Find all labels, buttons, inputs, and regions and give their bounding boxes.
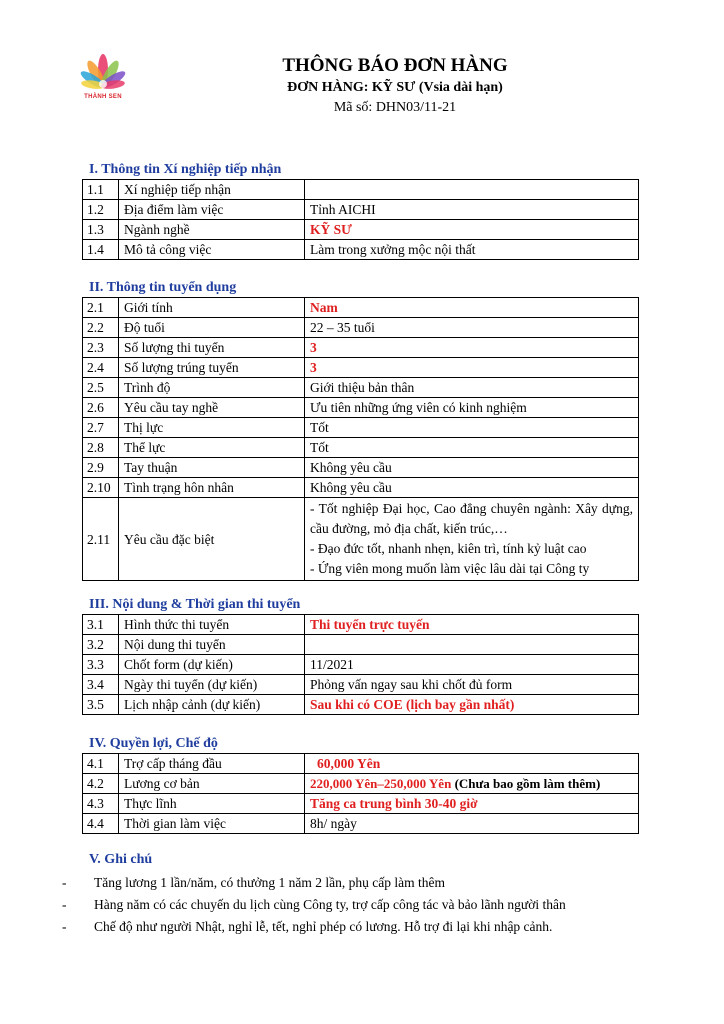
salary-range: 220,000 Yên–250,000 Yên	[310, 776, 452, 791]
logo-text: THÀNH SEN	[84, 94, 122, 100]
note-text: Tăng lương 1 lần/năm, có thưởng 1 năm 2 lần, phụ cấp làm thêm	[94, 875, 445, 890]
row-value: Phỏng vấn ngay sau khi chốt đủ form	[305, 675, 639, 695]
company-logo	[70, 52, 136, 110]
order-subtitle: ĐƠN HÀNG: KỸ SƯ (Vsia dài hạn)	[287, 80, 503, 95]
row-number: 1.1	[83, 180, 119, 200]
lotus-icon	[70, 52, 136, 96]
row-number: 1.2	[83, 200, 119, 220]
row-number: 1.4	[83, 240, 119, 260]
row-number: 3.3	[83, 655, 119, 675]
row-label: Lịch nhập cảnh (dự kiến)	[119, 695, 305, 715]
row-label: Ngày thi tuyển (dự kiến)	[119, 675, 305, 695]
section-3-title: III. Nội dung & Thời gian thi tuyển	[89, 597, 301, 612]
document-header	[250, 54, 540, 118]
row-number: 2.2	[83, 318, 119, 338]
row-value: Thi tuyển trực tuyến	[305, 615, 639, 635]
row-label: Hình thức thi tuyển	[119, 615, 305, 635]
row-value: 3	[305, 358, 639, 378]
table-row	[83, 398, 639, 418]
table-row	[83, 298, 639, 318]
table-row	[83, 635, 639, 655]
row-label: Thực lĩnh	[119, 794, 305, 814]
table-row	[83, 378, 639, 398]
row-label: Số lượng trúng tuyển	[119, 358, 305, 378]
table-row	[83, 358, 639, 378]
row-value: Ưu tiên những ứng viên có kinh nghiệm	[305, 398, 639, 418]
section-4-table	[82, 753, 639, 834]
row-label: Số lượng thi tuyển	[119, 338, 305, 358]
row-label: Nội dung thi tuyển	[119, 635, 305, 655]
table-row	[83, 240, 639, 260]
page-title: THÔNG BÁO ĐƠN HÀNG	[282, 55, 508, 76]
row-label: Trình độ	[119, 378, 305, 398]
table-row	[83, 478, 639, 498]
table-row	[83, 794, 639, 814]
row-number: 4.1	[83, 754, 119, 774]
notes-list	[62, 872, 662, 938]
row-value: Tỉnh AICHI	[305, 200, 639, 220]
row-label: Tình trạng hôn nhân	[119, 478, 305, 498]
row-label: Lương cơ bản	[119, 774, 305, 794]
row-number: 3.5	[83, 695, 119, 715]
row-label: Địa điểm làm việc	[119, 200, 305, 220]
row-value: 3	[305, 338, 639, 358]
table-row	[83, 675, 639, 695]
row-label: Thời gian làm việc	[119, 814, 305, 834]
list-item: - Chế độ như người Nhật, nghỉ lễ, tết, nghỉ phép có lương. Hỗ trợ đi lại khi nhập cảnh.	[62, 919, 553, 934]
row-label: Giới tính	[119, 298, 305, 318]
row-number: 4.3	[83, 794, 119, 814]
order-code: Mã số: DHN03/11-21	[333, 100, 457, 115]
row-number: 1.3	[83, 220, 119, 240]
row-label: Ngành nghề	[119, 220, 305, 240]
section-2-title: II. Thông tin tuyển dụng	[89, 280, 237, 295]
row-value: Tăng ca trung bình 30-40 giờ	[305, 794, 639, 814]
row-value: 11/2021	[305, 655, 639, 675]
row-value: Tốt	[305, 418, 639, 438]
row-value: Nam	[305, 298, 639, 318]
table-row	[83, 458, 639, 478]
section-5-title: V. Ghi chú	[89, 852, 153, 867]
row-value	[305, 180, 639, 200]
row-value: 60,000 Yên	[305, 754, 639, 774]
section-2-table	[82, 297, 639, 581]
row-number: 4.2	[83, 774, 119, 794]
row-value: KỸ SƯ	[305, 220, 639, 240]
section-4-title: IV. Quyền lợi, Chế độ	[89, 736, 218, 751]
row-label: Trợ cấp tháng đầu	[119, 754, 305, 774]
row-number: 2.5	[83, 378, 119, 398]
row-number: 2.9	[83, 458, 119, 478]
note-text: Hàng năm có các chuyến du lịch cùng Công ty, trợ cấp công tác và bảo lãnh người thân	[94, 897, 566, 912]
row-number: 2.8	[83, 438, 119, 458]
table-row	[83, 418, 639, 438]
row-number: 2.4	[83, 358, 119, 378]
row-number: 2.6	[83, 398, 119, 418]
row-number: 3.4	[83, 675, 119, 695]
table-row	[83, 774, 639, 794]
list-item: - Hàng năm có các chuyến du lịch cùng Công ty, trợ cấp công tác và bảo lãnh người thân	[62, 897, 566, 912]
row-value: Làm trong xưởng mộc nội thất	[305, 240, 639, 260]
row-number: 2.7	[83, 418, 119, 438]
table-row	[83, 438, 639, 458]
row-value: Tốt	[305, 438, 639, 458]
table-row	[83, 180, 639, 200]
table-row	[83, 814, 639, 834]
table-row	[83, 754, 639, 774]
table-row	[83, 498, 639, 581]
list-item: - Tăng lương 1 lần/năm, có thưởng 1 năm 2 lần, phụ cấp làm thêm	[62, 875, 445, 890]
row-label: Độ tuổi	[119, 318, 305, 338]
row-label: Yêu cầu tay nghề	[119, 398, 305, 418]
requirement-line: - Tốt nghiệp Đại học, Cao đẳng chuyên ngành: Xây dựng, cầu đường, mỏ địa chất, kiến trúc,…	[310, 501, 633, 536]
row-number: 3.2	[83, 635, 119, 655]
row-label: Chốt form (dự kiến)	[119, 655, 305, 675]
special-requirements	[305, 498, 639, 581]
row-value: 22 – 35 tuổi	[305, 318, 639, 338]
row-value	[305, 635, 639, 655]
row-number: 2.10	[83, 478, 119, 498]
table-row	[83, 695, 639, 715]
row-label: Mô tả công việc	[119, 240, 305, 260]
row-value: Sau khi có COE (lịch bay gần nhất)	[305, 695, 639, 715]
row-label: Thể lực	[119, 438, 305, 458]
table-row	[83, 318, 639, 338]
salary-note: (Chưa bao gồm làm thêm)	[451, 776, 601, 791]
row-number: 3.1	[83, 615, 119, 635]
table-row	[83, 338, 639, 358]
table-row	[83, 200, 639, 220]
row-value	[305, 774, 639, 794]
row-number: 2.1	[83, 298, 119, 318]
row-value: Không yêu cầu	[305, 478, 639, 498]
row-label: Tay thuận	[119, 458, 305, 478]
section-3-table	[82, 614, 639, 715]
row-label: Thị lực	[119, 418, 305, 438]
requirement-line: - Ứng viên mong muốn làm việc lâu dài tại Công ty	[310, 561, 590, 576]
row-number: 2.3	[83, 338, 119, 358]
row-value: 8h/ ngày	[305, 814, 639, 834]
row-label: Xí nghiệp tiếp nhận	[119, 180, 305, 200]
note-text: Chế độ như người Nhật, nghỉ lễ, tết, nghỉ phép có lương. Hỗ trợ đi lại khi nhập cảnh.	[94, 919, 553, 934]
section-1-table	[82, 179, 639, 260]
row-number: 2.11	[83, 498, 119, 581]
row-label: Yêu cầu đặc biệt	[119, 498, 305, 581]
table-row	[83, 615, 639, 635]
table-row	[83, 220, 639, 240]
section-1-title: I. Thông tin Xí nghiệp tiếp nhận	[89, 162, 282, 177]
requirement-line: - Đạo đức tốt, nhanh nhẹn, kiên trì, tính kỷ luật cao	[310, 541, 587, 556]
row-value: Không yêu cầu	[305, 458, 639, 478]
table-row	[83, 655, 639, 675]
row-value: Giới thiệu bản thân	[305, 378, 639, 398]
row-number: 4.4	[83, 814, 119, 834]
